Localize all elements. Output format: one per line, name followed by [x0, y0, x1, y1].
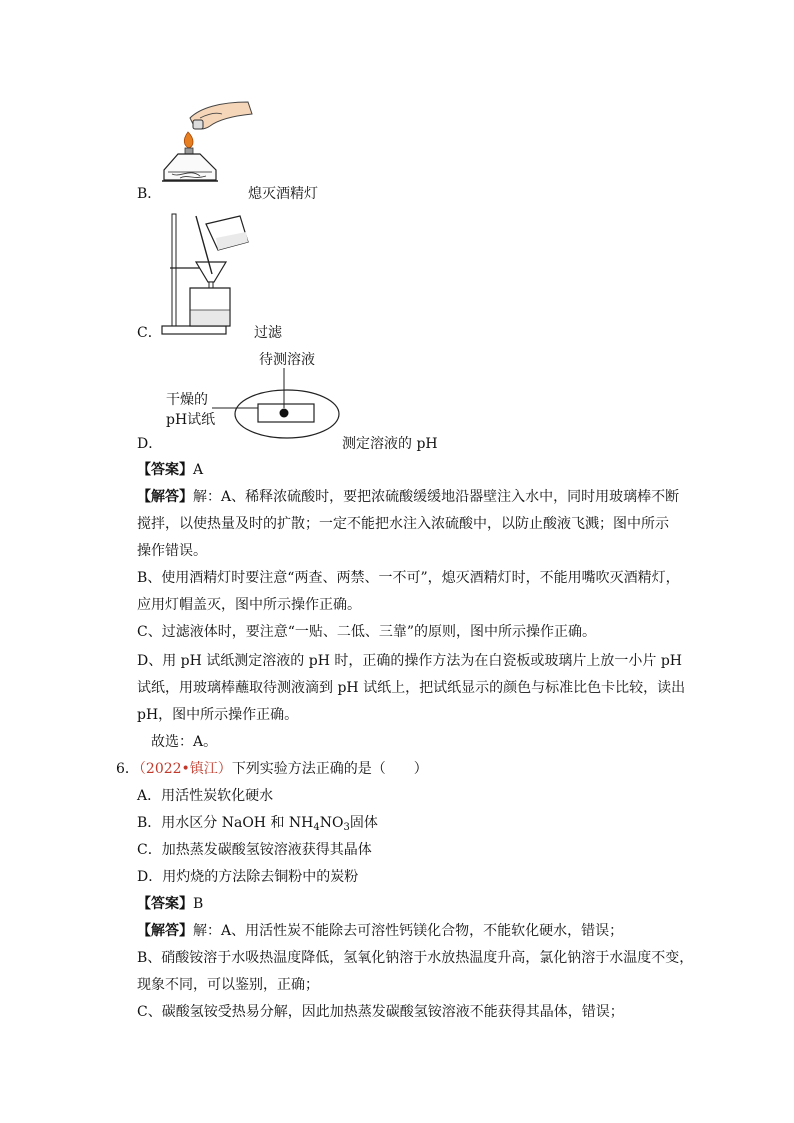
option-c-letter: C．: [137, 325, 162, 341]
q5-analysis-line-3: B、使用酒精灯时要注意“两查、两禁、一不可”，熄灭酒精灯时，不能用嘴吹灭酒精灯，: [137, 570, 680, 586]
q6-option-b: B．用水区分 NaOH 和 $NH_4NO_3$固体: [137, 815, 378, 833]
q6-question: 下列实验方法正确的是（ ）: [231, 761, 428, 777]
q5-analysis-line-8: pH，图中所示操作正确。: [137, 707, 299, 723]
answer-value: A: [193, 462, 204, 478]
q5-analysis-line-2: 操作错误。: [137, 543, 207, 559]
option-b-letter: B．: [137, 186, 162, 202]
q6-analysis-line-1: B、硝酸铵溶于水吸热温度降低，氢氧化钠溶于水放热温度升高，氯化钠溶于水温度不变，: [137, 950, 694, 966]
filtration-figure: [160, 210, 250, 340]
analysis-tag: 【解答】: [137, 923, 193, 939]
option-b-caption: 熄灭酒精灯: [248, 186, 318, 202]
q6-analysis-line-3: C、碳酸氢铵受热易分解，因此加热蒸发碳酸氢铵溶液不能获得其晶体，错误；: [137, 1004, 624, 1020]
option-d-caption: 测定溶液的 pH: [342, 436, 438, 452]
q5-answer: [137, 460, 203, 480]
ph-test-figure: [212, 368, 342, 438]
q6-option-a: A．用活性炭软化硬水: [137, 788, 274, 804]
analysis-tag: 【解答】: [137, 489, 193, 505]
ph-label-solution: 待测溶液: [259, 352, 315, 368]
q5-analysis-line-4: 应用灯帽盖灭，图中所示操作正确。: [137, 597, 361, 613]
q5-conclusion: 故选：A。: [151, 734, 218, 750]
q6-analysis-line-2: 现象不同，可以鉴别，正确；: [137, 977, 319, 993]
answer-tag: 【答案】: [137, 462, 193, 478]
option-c-caption: 过滤: [254, 325, 282, 341]
option-d-letter: D．: [137, 436, 163, 452]
q6-option-c: C．加热蒸发碳酸氢铵溶液获得其晶体: [137, 842, 372, 858]
extinguish-lamp-figure: [160, 96, 260, 186]
q6-analysis-line-0: 【解答】解：A、用活性炭不能除去可溶性钙镁化合物，不能软化硬水，错误；: [137, 923, 624, 939]
q5-analysis-line-6: D、用 pH 试纸测定溶液的 pH 时，正确的操作方法为在白瓷板或玻璃片上放一小片 pH: [137, 653, 682, 669]
answer-value: B: [193, 896, 204, 912]
q5-analysis-line-7: 试纸，用玻璃棒蘸取待测液滴到 pH 试纸上，把试纸显示的颜色与标准比色卡比较，读出: [137, 680, 686, 696]
q5-analysis-line-5: C、过滤液体时，要注意“一贴、二低、三靠”的原则，图中所示操作正确。: [137, 624, 597, 640]
q6-answer: [137, 894, 203, 914]
q6-source: （2022•镇江）: [138, 761, 232, 777]
q6-stem: [116, 759, 428, 779]
q5-analysis-line-1: 搅拌，以使热量及时的扩散；一定不能把水注入浓硫酸中，以防止酸液飞溅；图中所示: [137, 516, 669, 532]
ph-label-paper: pH试纸: [166, 412, 216, 428]
ph-label-dry: 干燥的: [166, 392, 208, 408]
q6-number: 6．: [116, 761, 139, 777]
q5-analysis-line-0: 【解答】解：A、稀释浓硫酸时，要把浓硫酸缓缓地沿器壁注入水中，同时用玻璃棒不断: [137, 489, 680, 505]
q6-option-d: D．用灼烧的方法除去铜粉中的炭粉: [137, 869, 359, 885]
answer-tag: 【答案】: [137, 896, 193, 912]
